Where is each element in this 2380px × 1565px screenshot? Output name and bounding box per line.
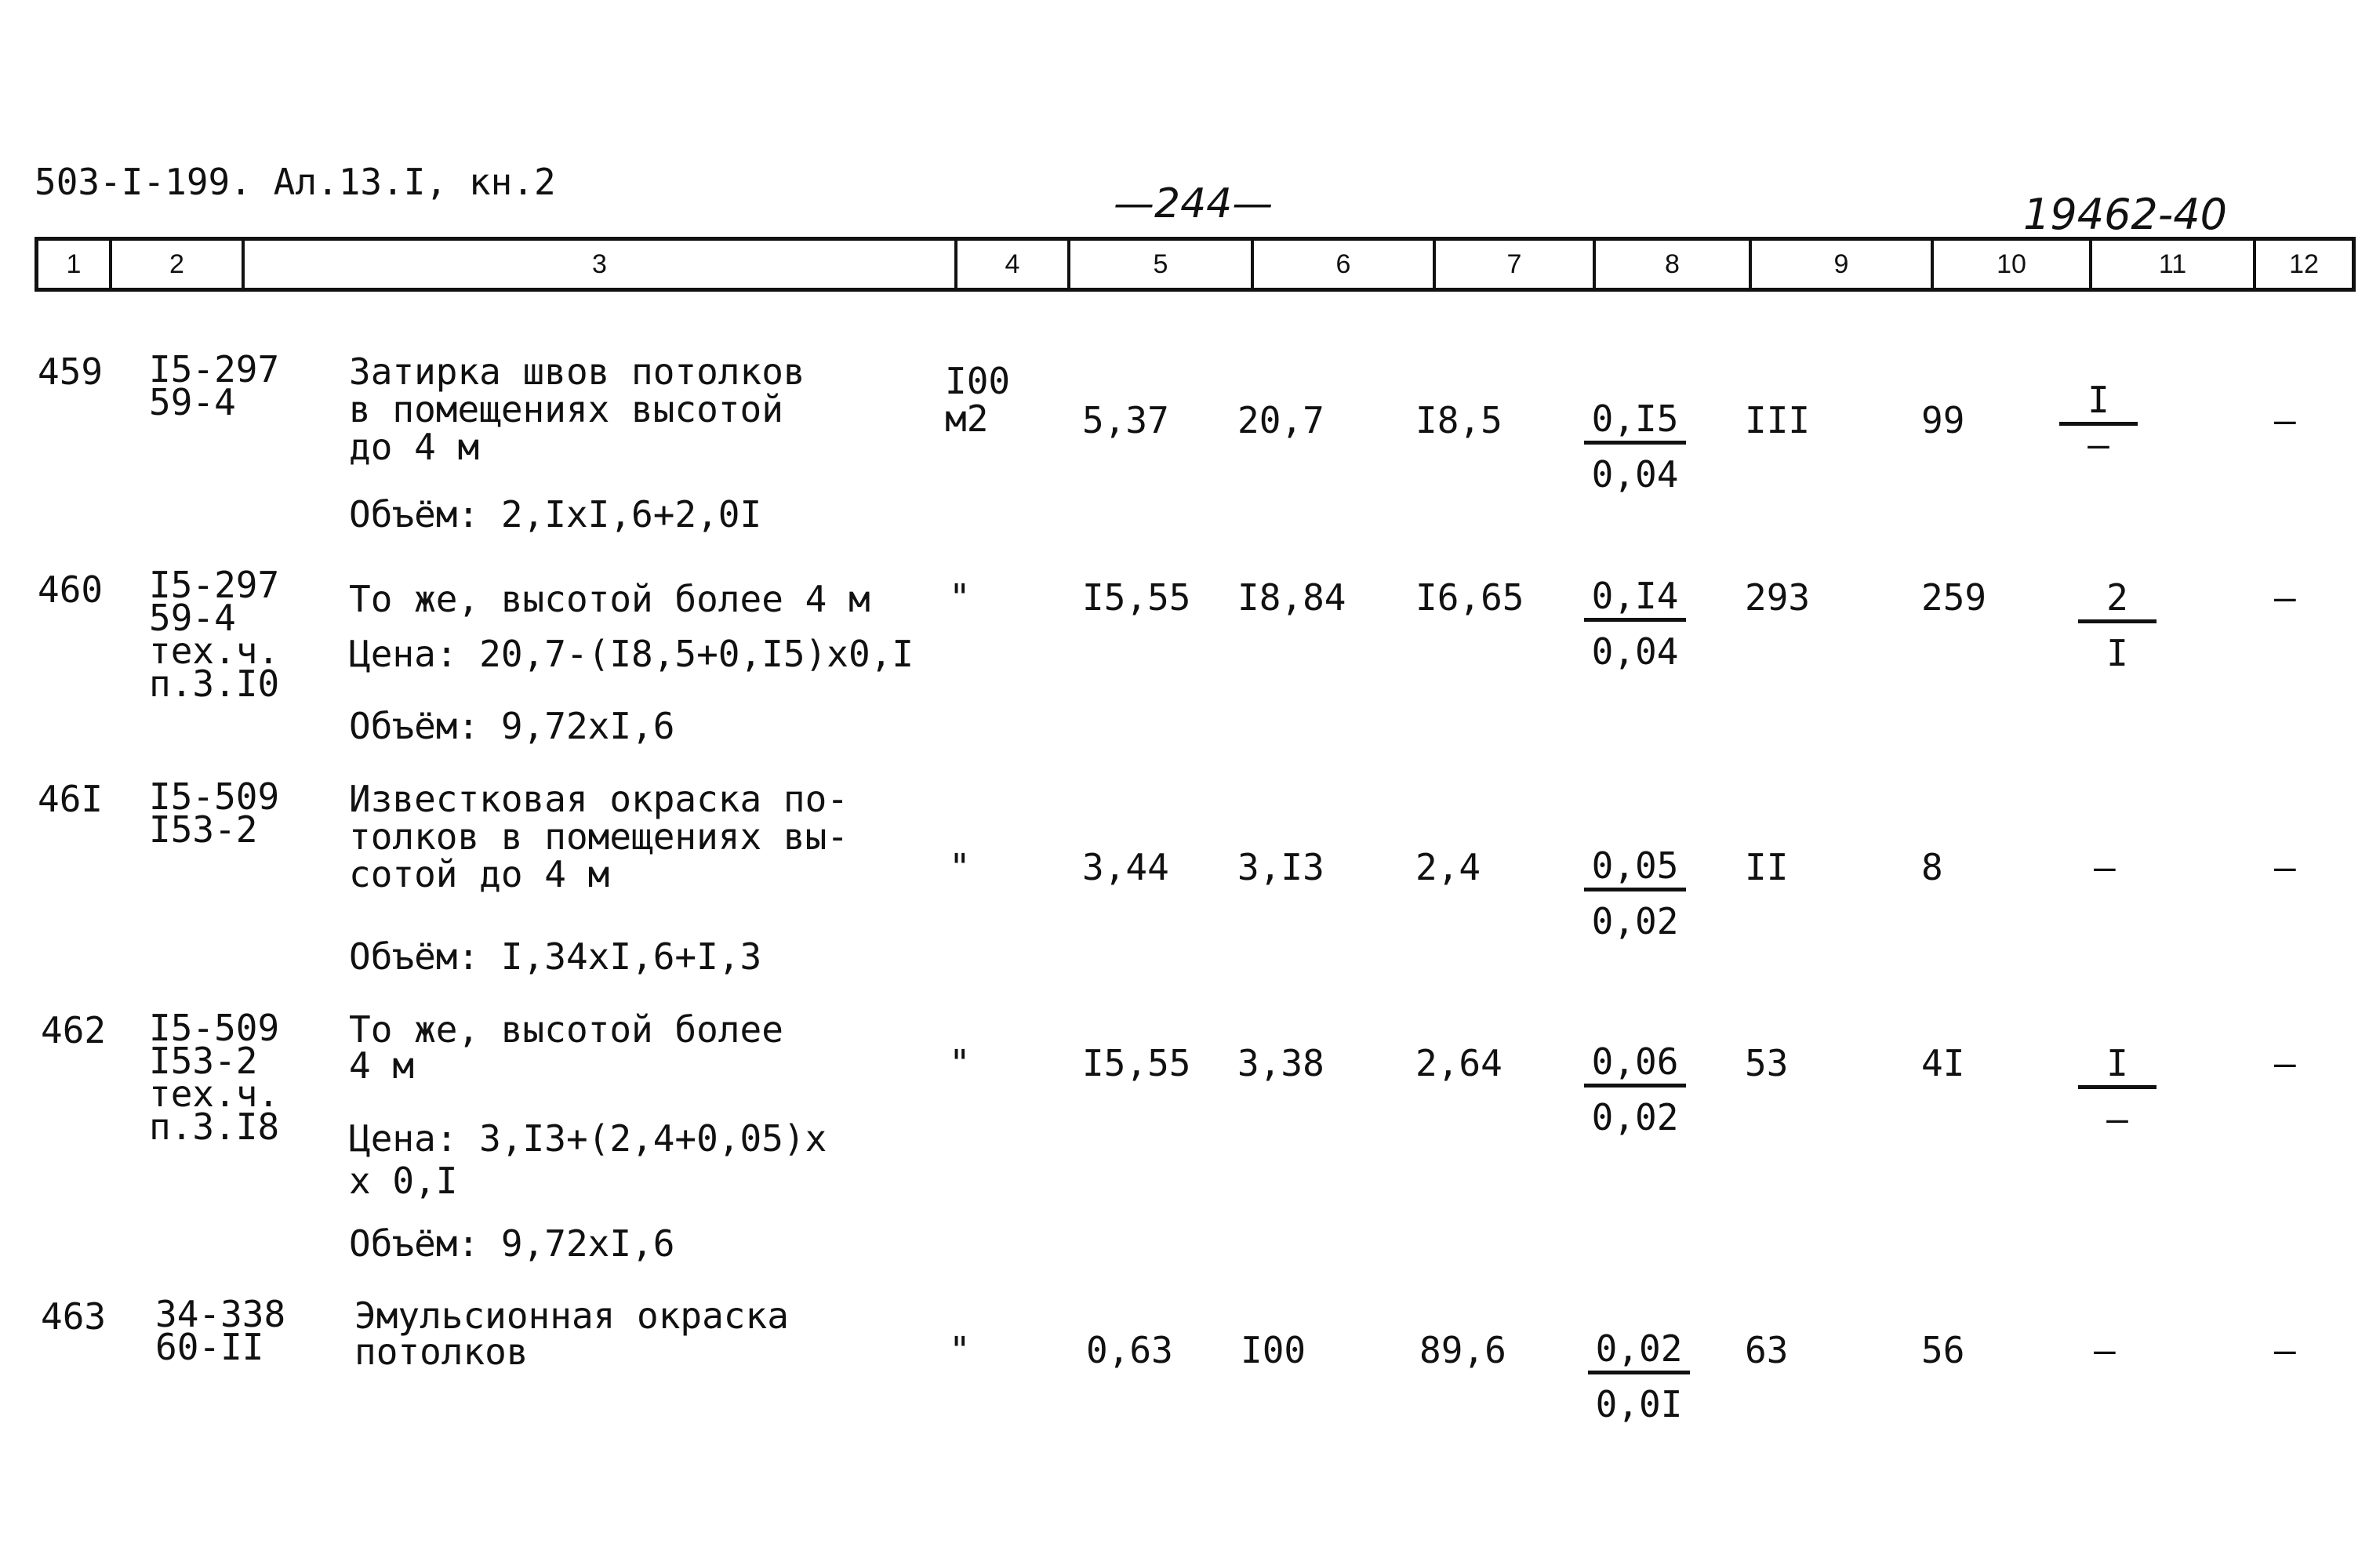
col8-fraction <box>1584 398 1686 496</box>
col6-value: I8,84 <box>1237 576 1346 619</box>
col9-value: II <box>1745 846 1789 888</box>
column-header: 7 <box>1436 241 1596 288</box>
rate-code: I5-509 I53-2 <box>149 775 280 851</box>
price-formula: Цена: 3,I3+(2,4+0,05)x x 0,I <box>349 1117 827 1202</box>
work-description: Затирка швов потолков в помещениях высотой до 4 м <box>349 350 805 468</box>
col5-value: 3,44 <box>1082 846 1169 888</box>
column-header: 12 <box>2289 249 2319 279</box>
col10-value: 56 <box>1921 1329 1965 1371</box>
volume-formula: Объём: 9,72xI,6 <box>349 1222 675 1265</box>
col11-bottom: – <box>2087 423 2109 466</box>
column-header: 2 <box>112 241 245 288</box>
col10-value: 4I <box>1921 1042 1965 1084</box>
column-header: 9 <box>1752 241 1934 288</box>
col11-value: – <box>2094 846 2116 888</box>
column-header-row <box>35 237 2356 292</box>
col12-value: – <box>2274 399 2296 441</box>
column-header: 5 <box>1070 241 1254 288</box>
col8-top: 0,02 <box>1588 1330 1690 1374</box>
col9-value: 63 <box>1745 1329 1789 1371</box>
col12-value: – <box>2274 1042 2296 1084</box>
col5-value: I5,55 <box>1082 1042 1191 1084</box>
col8-bottom: 0,0I <box>1595 1383 1683 1425</box>
col11-top: I <box>2059 381 2138 426</box>
col6-value: 20,7 <box>1237 399 1324 441</box>
col11-fraction <box>2078 576 2157 674</box>
unit: I00 м2 <box>945 360 1011 440</box>
col9-value: 293 <box>1745 576 1811 619</box>
col6-value: 3,38 <box>1237 1042 1324 1084</box>
col8-fraction <box>1584 575 1686 673</box>
col11-fraction <box>2078 1044 2157 1138</box>
col8-fraction <box>1584 1040 1686 1138</box>
row-number: 459 <box>38 350 104 393</box>
col6-value: I00 <box>1241 1329 1306 1371</box>
price-formula: Цена: 20,7-(I8,5+0,I5)x0,I <box>349 633 914 675</box>
col12-value: – <box>2274 1329 2296 1371</box>
column-header: 1 <box>38 241 112 288</box>
col6-value: 3,I3 <box>1237 846 1324 888</box>
document-number: 19462-40 <box>2023 190 2227 239</box>
unit: " <box>949 1042 971 1084</box>
col8-bottom: 0,04 <box>1591 453 1679 496</box>
col7-value: 2,64 <box>1415 1042 1502 1084</box>
row-number: 46I <box>38 778 104 820</box>
rate-code: I5-509 I53-2 тех.ч. п.3.I8 <box>149 1007 280 1148</box>
row-number: 460 <box>38 568 104 611</box>
col11-bottom: I <box>2106 632 2128 674</box>
column-header: 8 <box>1596 241 1752 288</box>
col8-top: 0,I5 <box>1584 400 1686 445</box>
page-number: —244— <box>1114 180 1274 227</box>
col8-bottom: 0,04 <box>1591 630 1679 673</box>
unit: " <box>949 576 971 619</box>
col11-value: – <box>2094 1329 2116 1371</box>
col5-value: 0,63 <box>1086 1329 1173 1371</box>
col11-fraction <box>2059 379 2138 466</box>
col12-value: – <box>2274 576 2296 619</box>
row-number: 463 <box>41 1295 107 1338</box>
col11-top: I <box>2078 1044 2157 1089</box>
col7-value: 2,4 <box>1415 846 1481 888</box>
col5-value: I5,55 <box>1082 576 1191 619</box>
col8-bottom: 0,02 <box>1591 1096 1679 1138</box>
col7-value: I6,65 <box>1415 576 1524 619</box>
col8-bottom: 0,02 <box>1591 900 1679 942</box>
column-header: 11 <box>2092 241 2256 288</box>
rate-code: 34-338 60-II <box>155 1293 286 1368</box>
work-description: Эмульсионная окраска потолков <box>354 1294 789 1373</box>
unit: " <box>949 1329 971 1371</box>
row-number: 462 <box>41 1009 107 1051</box>
document-code: 503-I-199. Ал.13.I, кн.2 <box>35 161 556 203</box>
column-header: 4 <box>957 241 1070 288</box>
column-header: 10 <box>1934 241 2092 288</box>
col9-value: III <box>1745 399 1811 441</box>
col10-value: 259 <box>1921 576 1987 619</box>
volume-formula: Объём: 9,72xI,6 <box>349 705 675 747</box>
volume-formula: Объём: 2,IxI,6+2,0I <box>349 493 762 536</box>
column-header: 6 <box>1254 241 1436 288</box>
rate-code: I5-297 59-4 тех.ч. п.3.I0 <box>149 564 280 705</box>
column-header: 3 <box>245 241 957 288</box>
work-description: Известковая окраска по- толков в помещениях вы- сотой до 4 м <box>349 778 848 895</box>
col9-value: 53 <box>1745 1042 1789 1084</box>
col11-bottom: – <box>2106 1098 2128 1140</box>
col10-value: 8 <box>1921 846 1943 888</box>
col5-value: 5,37 <box>1082 399 1169 441</box>
col8-top: 0,I4 <box>1584 577 1686 622</box>
col11-top: 2 <box>2078 579 2157 623</box>
col12-value: – <box>2274 846 2296 888</box>
rate-code: I5-297 59-4 <box>149 348 280 423</box>
work-description: То же, высотой более 4 м <box>349 578 870 620</box>
col8-fraction <box>1584 844 1686 942</box>
work-description: То же, высотой более 4 м <box>349 1008 783 1087</box>
col7-value: I8,5 <box>1415 399 1502 441</box>
col8-fraction <box>1588 1327 1690 1425</box>
col7-value: 89,6 <box>1419 1329 1506 1371</box>
unit: " <box>949 846 971 888</box>
col8-top: 0,06 <box>1584 1043 1686 1088</box>
col10-value: 99 <box>1921 399 1965 441</box>
volume-formula: Объём: I,34xI,6+I,3 <box>349 935 762 978</box>
col8-top: 0,05 <box>1584 847 1686 891</box>
